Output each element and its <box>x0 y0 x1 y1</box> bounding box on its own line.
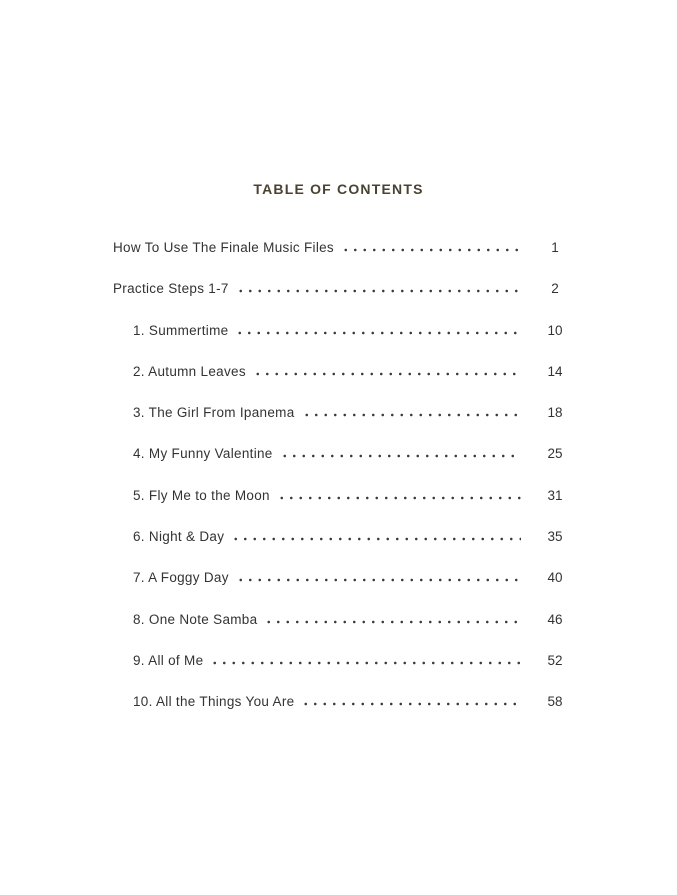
toc-entry <box>113 432 577 473</box>
dot-leader <box>301 702 521 706</box>
dot-leader <box>302 413 521 417</box>
dot-leader <box>341 248 521 252</box>
dot-leader <box>235 331 521 335</box>
toc-entry <box>113 391 577 432</box>
toc-entry-page-number: 40 <box>547 570 563 586</box>
toc-entry-page-number: 52 <box>547 652 563 668</box>
toc-entry <box>113 556 577 597</box>
toc-entry-label: 7. A Foggy Day <box>133 570 229 586</box>
dot-leader <box>236 289 521 293</box>
toc-entry-label: 1. Summertime <box>133 322 229 338</box>
toc-entry-label: How To Use The Finale Music Files <box>113 240 334 255</box>
toc-entry-page-number: 1 <box>551 240 559 255</box>
toc-entry-label: Practice Steps 1-7 <box>113 281 229 297</box>
dot-leader <box>210 661 521 665</box>
toc-entry-label: 3. The Girl From Ipanema <box>133 405 295 421</box>
toc-entry-page-number: 10 <box>547 322 563 338</box>
toc-entry-label: 5. Fly Me to the Moon <box>133 487 270 503</box>
dot-leader <box>280 454 521 458</box>
dot-leader <box>277 496 521 500</box>
toc-entry <box>113 598 577 639</box>
toc-entry <box>113 226 577 267</box>
toc-entry-page-number: 35 <box>547 529 563 545</box>
toc-list <box>113 226 577 722</box>
toc-entry <box>113 680 577 721</box>
dot-leader <box>231 537 521 541</box>
toc-entry-page-number: 46 <box>547 611 563 627</box>
toc-entry-label: 4. My Funny Valentine <box>133 446 273 462</box>
toc-entry <box>113 309 577 350</box>
toc-entry-page-number: 25 <box>547 446 563 462</box>
dot-leader <box>264 620 521 624</box>
toc-entry-page-number: 14 <box>547 363 563 379</box>
toc-entry <box>113 474 577 515</box>
toc-entry-page-number: 18 <box>547 405 563 421</box>
toc-entry <box>113 350 577 391</box>
toc-entry-label: 6. Night & Day <box>133 529 225 545</box>
dot-leader <box>253 372 521 376</box>
toc-entry <box>113 515 577 556</box>
toc-entry-page-number: 58 <box>547 694 563 710</box>
toc-entry <box>113 639 577 680</box>
page-title: TABLE OF CONTENTS <box>253 181 424 197</box>
dot-leader <box>236 578 521 582</box>
toc-entry-label: 8. One Note Samba <box>133 611 258 627</box>
toc-entry-label: 9. All of Me <box>133 652 204 668</box>
toc-entry-label: 10. All the Things You Are <box>133 694 295 710</box>
toc-entry-page-number: 2 <box>551 281 559 297</box>
toc-entry-label: 2. Autumn Leaves <box>133 363 246 379</box>
toc-entry <box>113 267 577 308</box>
toc-entry-page-number: 31 <box>547 487 563 503</box>
